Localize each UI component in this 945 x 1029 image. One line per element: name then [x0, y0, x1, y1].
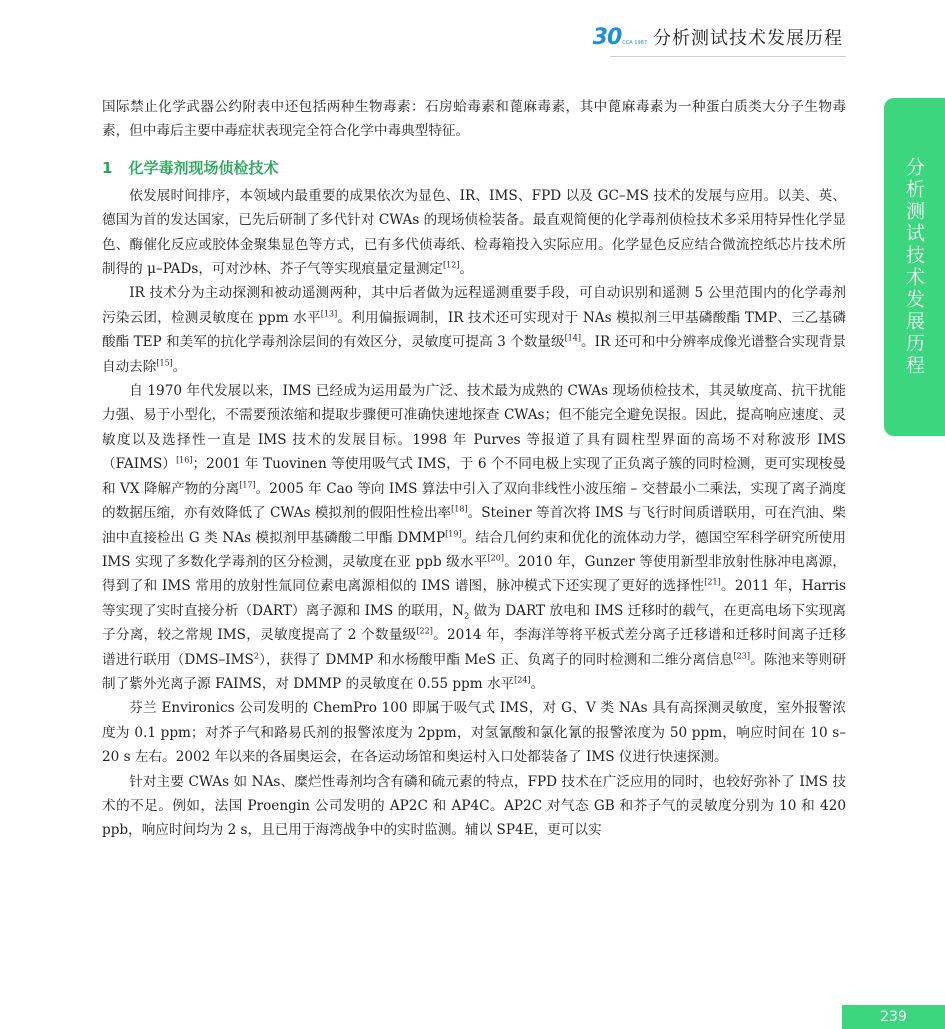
superscript: 2	[253, 651, 259, 660]
text-run: 。2014 年，李海洋等将平板式差分离子迁移谱和迁移时间离子迁移谱进行联用（DMS–IMS	[102, 627, 846, 668]
page-number: 239	[842, 1005, 945, 1029]
paragraph-4: 芬兰 Environics 公司发明的 ChemPro 100 即属于吸气式 IMS，对 G、V 类 NAs 具有高探测灵敏度，室外报警浓度为 0.1 ppm；对芥子气和路易氏剂的报警浓度为 2ppm，对氢氰酸和氯化氰的报警浓度为 50 ppm，响应时间在 10 s–20 s 左右。2002 年以来的各届奥运会，在各运动场馆和奥运村入口处都装备了 IMS 仪进行快速探测。	[102, 700, 846, 766]
header-divider	[610, 56, 846, 57]
text-run: 。2011 年，Harris 等实现了实时直接分析（DART）离子源和 IMS 的联用，N	[102, 578, 846, 619]
section-title: 化学毒剂现场侦检技术	[128, 158, 279, 177]
citation: [19]	[445, 528, 462, 538]
paragraph-5: 针对主要 CWAs 如 NAs、糜烂性毒剂均含有磷和硫元素的特点，FPD 技术在广泛应用的同时，也较好弥补了 IMS 技术的不足。例如，法国 Proengin 公司发明的 AP2C 和 AP4C。AP2C 对气态 GB 和芥子气的灵敏度分别为 10 和 420 ppb，响应时间均为 2 s，且已用于海湾战争中的实时监测。辅以 SP4E，更可以实	[102, 773, 846, 839]
citation: [14]	[564, 333, 581, 343]
text-run: 自 1970 年代发展以来，IMS 已经成为运用最为广泛、技术最为成熟的 CWAs 现场侦检技术，其灵敏度高、抗干扰能力强、易于小型化，不需要预浓缩和提取步骤便可准确快速地探查 CWAs；但不能完全避免误报。因此，提高响应速度、灵敏度以及选择性一直是 IMS 技术的发展目标。1998 年 Purves 等报道了具有圆柱型界面的高场不对称波形 IMS（FAIMS）	[102, 383, 846, 473]
paragraph-3	[102, 379, 846, 696]
chapter-side-tab	[884, 98, 945, 436]
anniversary-logo	[593, 25, 647, 50]
text-run: ；2001 年 Tuovinen 等使用吸气式 IMS，于 6 个不同电极上实现了正负离子簇的同时检测，更可实现梭曼和 VX 降解产物的分离	[102, 456, 846, 497]
text-run: 。陈池来等则研制了紫外光离子源 FAIMS，对 DMMP 的灵敏度在 0.55 ppm 水平	[102, 651, 846, 692]
section-number: 1	[102, 158, 113, 177]
text-run: 。	[172, 358, 187, 375]
paragraph-1	[102, 184, 846, 282]
page-body	[102, 95, 846, 843]
citation: [22]	[416, 626, 433, 636]
citation: [13]	[320, 309, 338, 319]
text-run: 。利用偏振调制，IR 技术还可实现对于 NAs 模拟剂三甲基磷酸酯 TMP、三乙基磷酸酯 TEP 和美军的抗化学毒剂涂层间的有效区分，灵敏度可提高 3 个数量级	[102, 309, 846, 351]
text-run: 。2005 年 Cao 等向 IMS 算法中引入了双向非线性小波压缩 – 交替最小二乘法，实现了离子淌度的数据压缩，亦有效降低了 CWAs 模拟剂的假阳性检出率	[102, 480, 846, 522]
citation: [18]	[451, 504, 468, 514]
citation: [20]	[487, 553, 504, 563]
text-run: 。2010 年，Gunzer 等使用新型非放射性脉冲电离源，得到了和 IMS 常用的放射性氚同位素电离源相似的 IMS 谱图，脉冲模式下还实现了更好的选择性	[102, 553, 847, 595]
intro-paragraph: 国际禁止化学武器公约附表中还包括两种生物毒素：石房蛤毒素和蓖麻毒素，其中蓖麻毒素为一种蛋白质类大分子生物毒素，但中毒后主要中毒症状表现完全符合化学中毒典型特征。	[102, 99, 846, 140]
citation: [23]	[733, 651, 750, 660]
side-tab-label: 分析测试技术发展历程	[903, 157, 925, 377]
text-run: 。结合几何约束和优化的流体动力学，德国空军科学研究所使用 IMS 实现了多数化学毒剂的区分检测，灵敏度在亚 ppb 级水平	[102, 529, 847, 570]
text-run: ），获得了 DMMP 和水杨酸甲酯 MeS 正、负离子的同时检测和二维分离信息	[258, 651, 734, 668]
citation: [17]	[239, 480, 256, 490]
text-run: 。	[459, 261, 474, 278]
logo-number: 30	[592, 24, 622, 50]
citation: [15]	[156, 358, 173, 368]
paragraph-2	[102, 281, 846, 379]
text-run: 做为 DART 放电和 IMS 迁移时的载气，在更高电场下实现离子分离，较之常规 IMS，灵敏度提高了 2 个数量级	[102, 602, 847, 644]
text-run: IR 技术分为主动探测和被动遥测两种，其中后者做为远程遥测重要手段，可自动识别和遥测 5 公里范围内的化学毒剂污染云团，检测灵敏度在 ppm 水平	[102, 285, 846, 326]
text-run: 。	[530, 675, 545, 692]
book-title: 分析测试技术发展历程	[653, 28, 843, 49]
section-heading	[102, 156, 846, 180]
citation: [24]	[514, 675, 531, 685]
running-header	[593, 24, 843, 50]
citation: [12]	[443, 260, 460, 270]
text-run: 。IR 还可和中分辨率成像光谱整合实现背景自动去除	[102, 334, 846, 375]
citation: [16]	[176, 455, 193, 465]
logo-subtext: CCA 1987	[622, 40, 647, 46]
text-run: 。Steiner 等首次将 IMS 与飞行时间质谱联用，可在汽油、柴油中直接检出 G 类 NAs 模拟剂甲基磷酸二甲酯 DMMP	[102, 505, 846, 546]
text-run: 依发展时间排序，本领域内最重要的成果依次为显色、IR、IMS、FPD 以及 GC–MS 技术的发展与应用。以美、英、德国为首的发达国家，已先后研制了多代针对 CWAs 的现场侦检装备。最直观简便的化学毒剂侦检技术多采用特异性化学显色、酶催化反应或胶体金聚集显色等方式，已有多代侦毒纸、检毒箱投入实际应用。化学显色反应结合微流控纸芯片技术所制得的 μ–PADs，可对沙林、芥子气等实现痕量定量测定	[102, 187, 846, 278]
subscript: 2	[464, 611, 470, 621]
citation: [21]	[704, 577, 721, 587]
